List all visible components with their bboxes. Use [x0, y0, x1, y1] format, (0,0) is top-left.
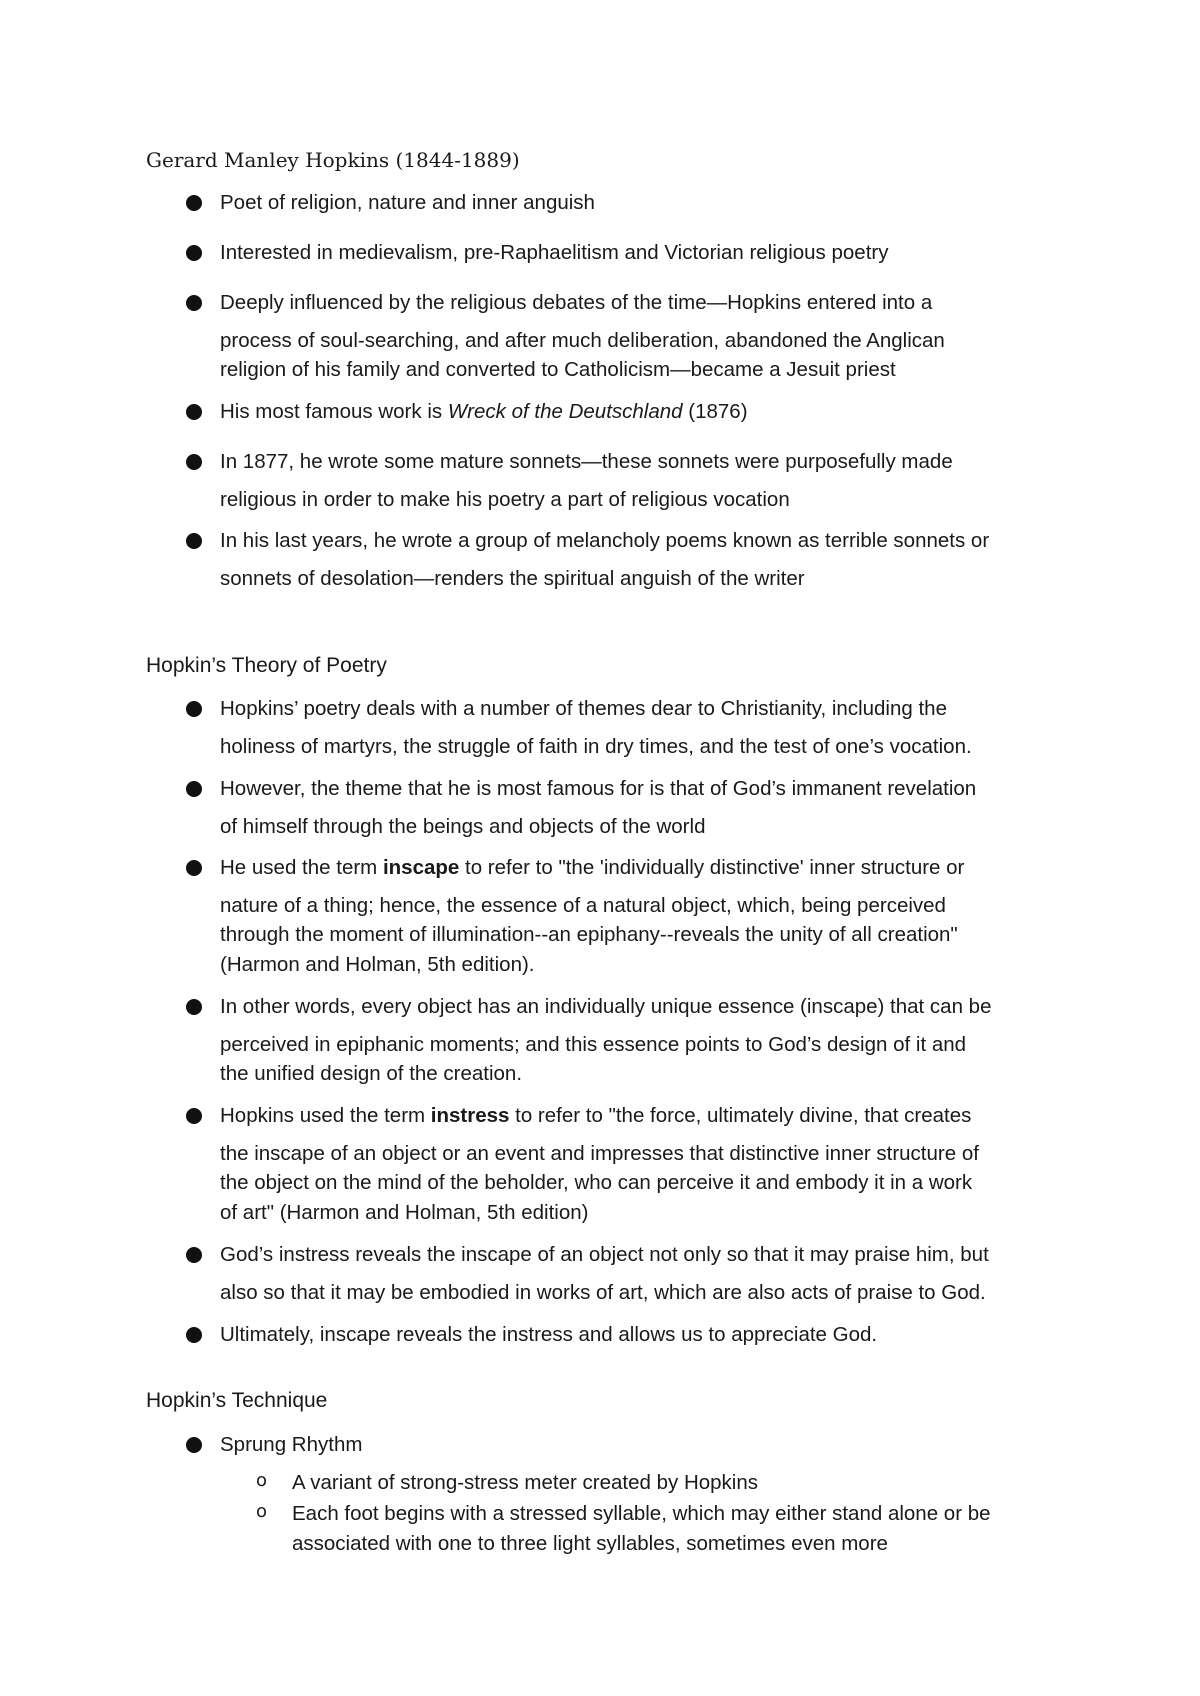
item-text: Hopkins used the term instress to refer to "the force, ultimately divine, that creates	[220, 1104, 972, 1127]
list-item	[186, 992, 1086, 1089]
item-text: associated with one to three light syllables, sometimes even more	[292, 1531, 888, 1555]
list-item	[186, 853, 1086, 979]
item-text: In his last years, he wrote a group of melancholy poems known as terrible sonnets or	[220, 529, 990, 552]
item-text: However, the theme that he is most famous for is that of God’s immanent revelation	[220, 777, 977, 800]
list-item	[186, 774, 1086, 841]
item-text: He used the term inscape to refer to "the 'individually distinctive' inner structure or	[220, 856, 965, 879]
item-text: religion of his family and converted to Catholicism—became a Jesuit priest	[220, 358, 896, 381]
item-text: perceived in epiphanic moments; and this essence points to God’s design of it and	[220, 1032, 967, 1056]
bullet-icon	[186, 404, 202, 420]
item-text: holiness of martyrs, the struggle of faith in dry times, and the test of one’s vocation.	[220, 734, 972, 758]
item-text: the object on the mind of the beholder, who can perceive it and embody it in a work	[220, 1171, 973, 1194]
item-text: the inscape of an object or an event and impresses that distinctive inner structure of	[220, 1141, 979, 1165]
list-item	[186, 288, 1086, 385]
item-text: His most famous work is Wreck of the Deutschland (1876)	[220, 400, 748, 423]
bullet-icon	[186, 195, 202, 211]
item-text: also so that it may be embodied in works of art, which are also acts of praise to God.	[220, 1280, 986, 1304]
bullet-icon	[186, 1437, 202, 1453]
bullet-icon	[186, 295, 202, 311]
item-text: sonnets of desolation—renders the spiritual anguish of the writer	[220, 566, 805, 590]
item-text: In 1877, he wrote some mature sonnets—these sonnets were purposefully made	[220, 450, 953, 473]
list-item	[186, 397, 1086, 427]
bullet-icon	[186, 701, 202, 717]
item-text: A variant of strong-stress meter created by Hopkins	[292, 1471, 759, 1494]
bullet-icon	[186, 1247, 202, 1263]
bullet-icon	[186, 781, 202, 797]
item-text: In other words, every object has an individually unique essence (inscape) that can be	[220, 995, 992, 1018]
bullet-icon	[186, 1108, 202, 1124]
list-item	[186, 1240, 1086, 1307]
list-item	[186, 526, 1086, 593]
list-item	[186, 1101, 1086, 1227]
bullet-icon	[186, 533, 202, 549]
list-item	[186, 1320, 1086, 1350]
item-text: Poet of religion, nature and inner anguish	[220, 191, 595, 214]
section-heading-technique: Hopkin’s Technique	[146, 1389, 328, 1412]
item-text: Each foot begins with a stressed syllable, which may either stand alone or be	[292, 1502, 991, 1525]
item-text: Deeply influenced by the religious debates of the time—Hopkins entered into a	[220, 291, 933, 314]
section-heading-theory: Hopkin’s Theory of Poetry	[146, 654, 387, 677]
item-text: process of soul-searching, and after much deliberation, abandoned the Anglican	[220, 328, 945, 352]
sub-list-item	[256, 1499, 1076, 1558]
item-text: Hopkins’ poetry deals with a number of themes dear to Christianity, including the	[220, 697, 947, 720]
bullet-icon	[186, 1327, 202, 1343]
list-item	[186, 447, 1086, 514]
item-text: religious in order to make his poetry a part of religious vocation	[220, 487, 790, 511]
item-text: Ultimately, inscape reveals the instress and allows us to appreciate God.	[220, 1323, 878, 1346]
term-instress: instress	[430, 1104, 510, 1127]
list-item	[186, 188, 1086, 218]
circle-bullet-icon: o	[256, 1470, 268, 1491]
work-title: Wreck of the Deutschland	[447, 400, 683, 423]
bullet-icon	[186, 245, 202, 261]
section-heading-hopkins: Gerard Manley Hopkins (1844-1889)	[146, 148, 520, 172]
bullet-icon	[186, 860, 202, 876]
item-text: of himself through the beings and objects of the world	[220, 814, 706, 838]
item-text: nature of a thing; hence, the essence of a natural object, which, being perceived	[220, 893, 946, 917]
bullet-icon	[186, 454, 202, 470]
item-text: (Harmon and Holman, 5th edition).	[220, 952, 535, 976]
list-item	[186, 694, 1086, 761]
item-text: God’s instress reveals the inscape of an object not only so that it may praise him, but	[220, 1243, 989, 1266]
item-text: of art" (Harmon and Holman, 5th edition)	[220, 1200, 589, 1224]
list-item	[186, 1430, 1086, 1460]
item-text: Sprung Rhythm	[220, 1433, 363, 1456]
item-text: through the moment of illumination--an epiphany--reveals the unity of all creation"	[220, 923, 958, 946]
list-item	[186, 238, 1086, 268]
term-inscape: inscape	[382, 856, 460, 879]
circle-bullet-icon: o	[256, 1501, 268, 1522]
sub-list-item	[256, 1468, 1076, 1498]
bullet-icon	[186, 999, 202, 1015]
item-text: Interested in medievalism, pre-Raphaelitism and Victorian religious poetry	[220, 241, 889, 264]
item-text: the unified design of the creation.	[220, 1062, 523, 1085]
